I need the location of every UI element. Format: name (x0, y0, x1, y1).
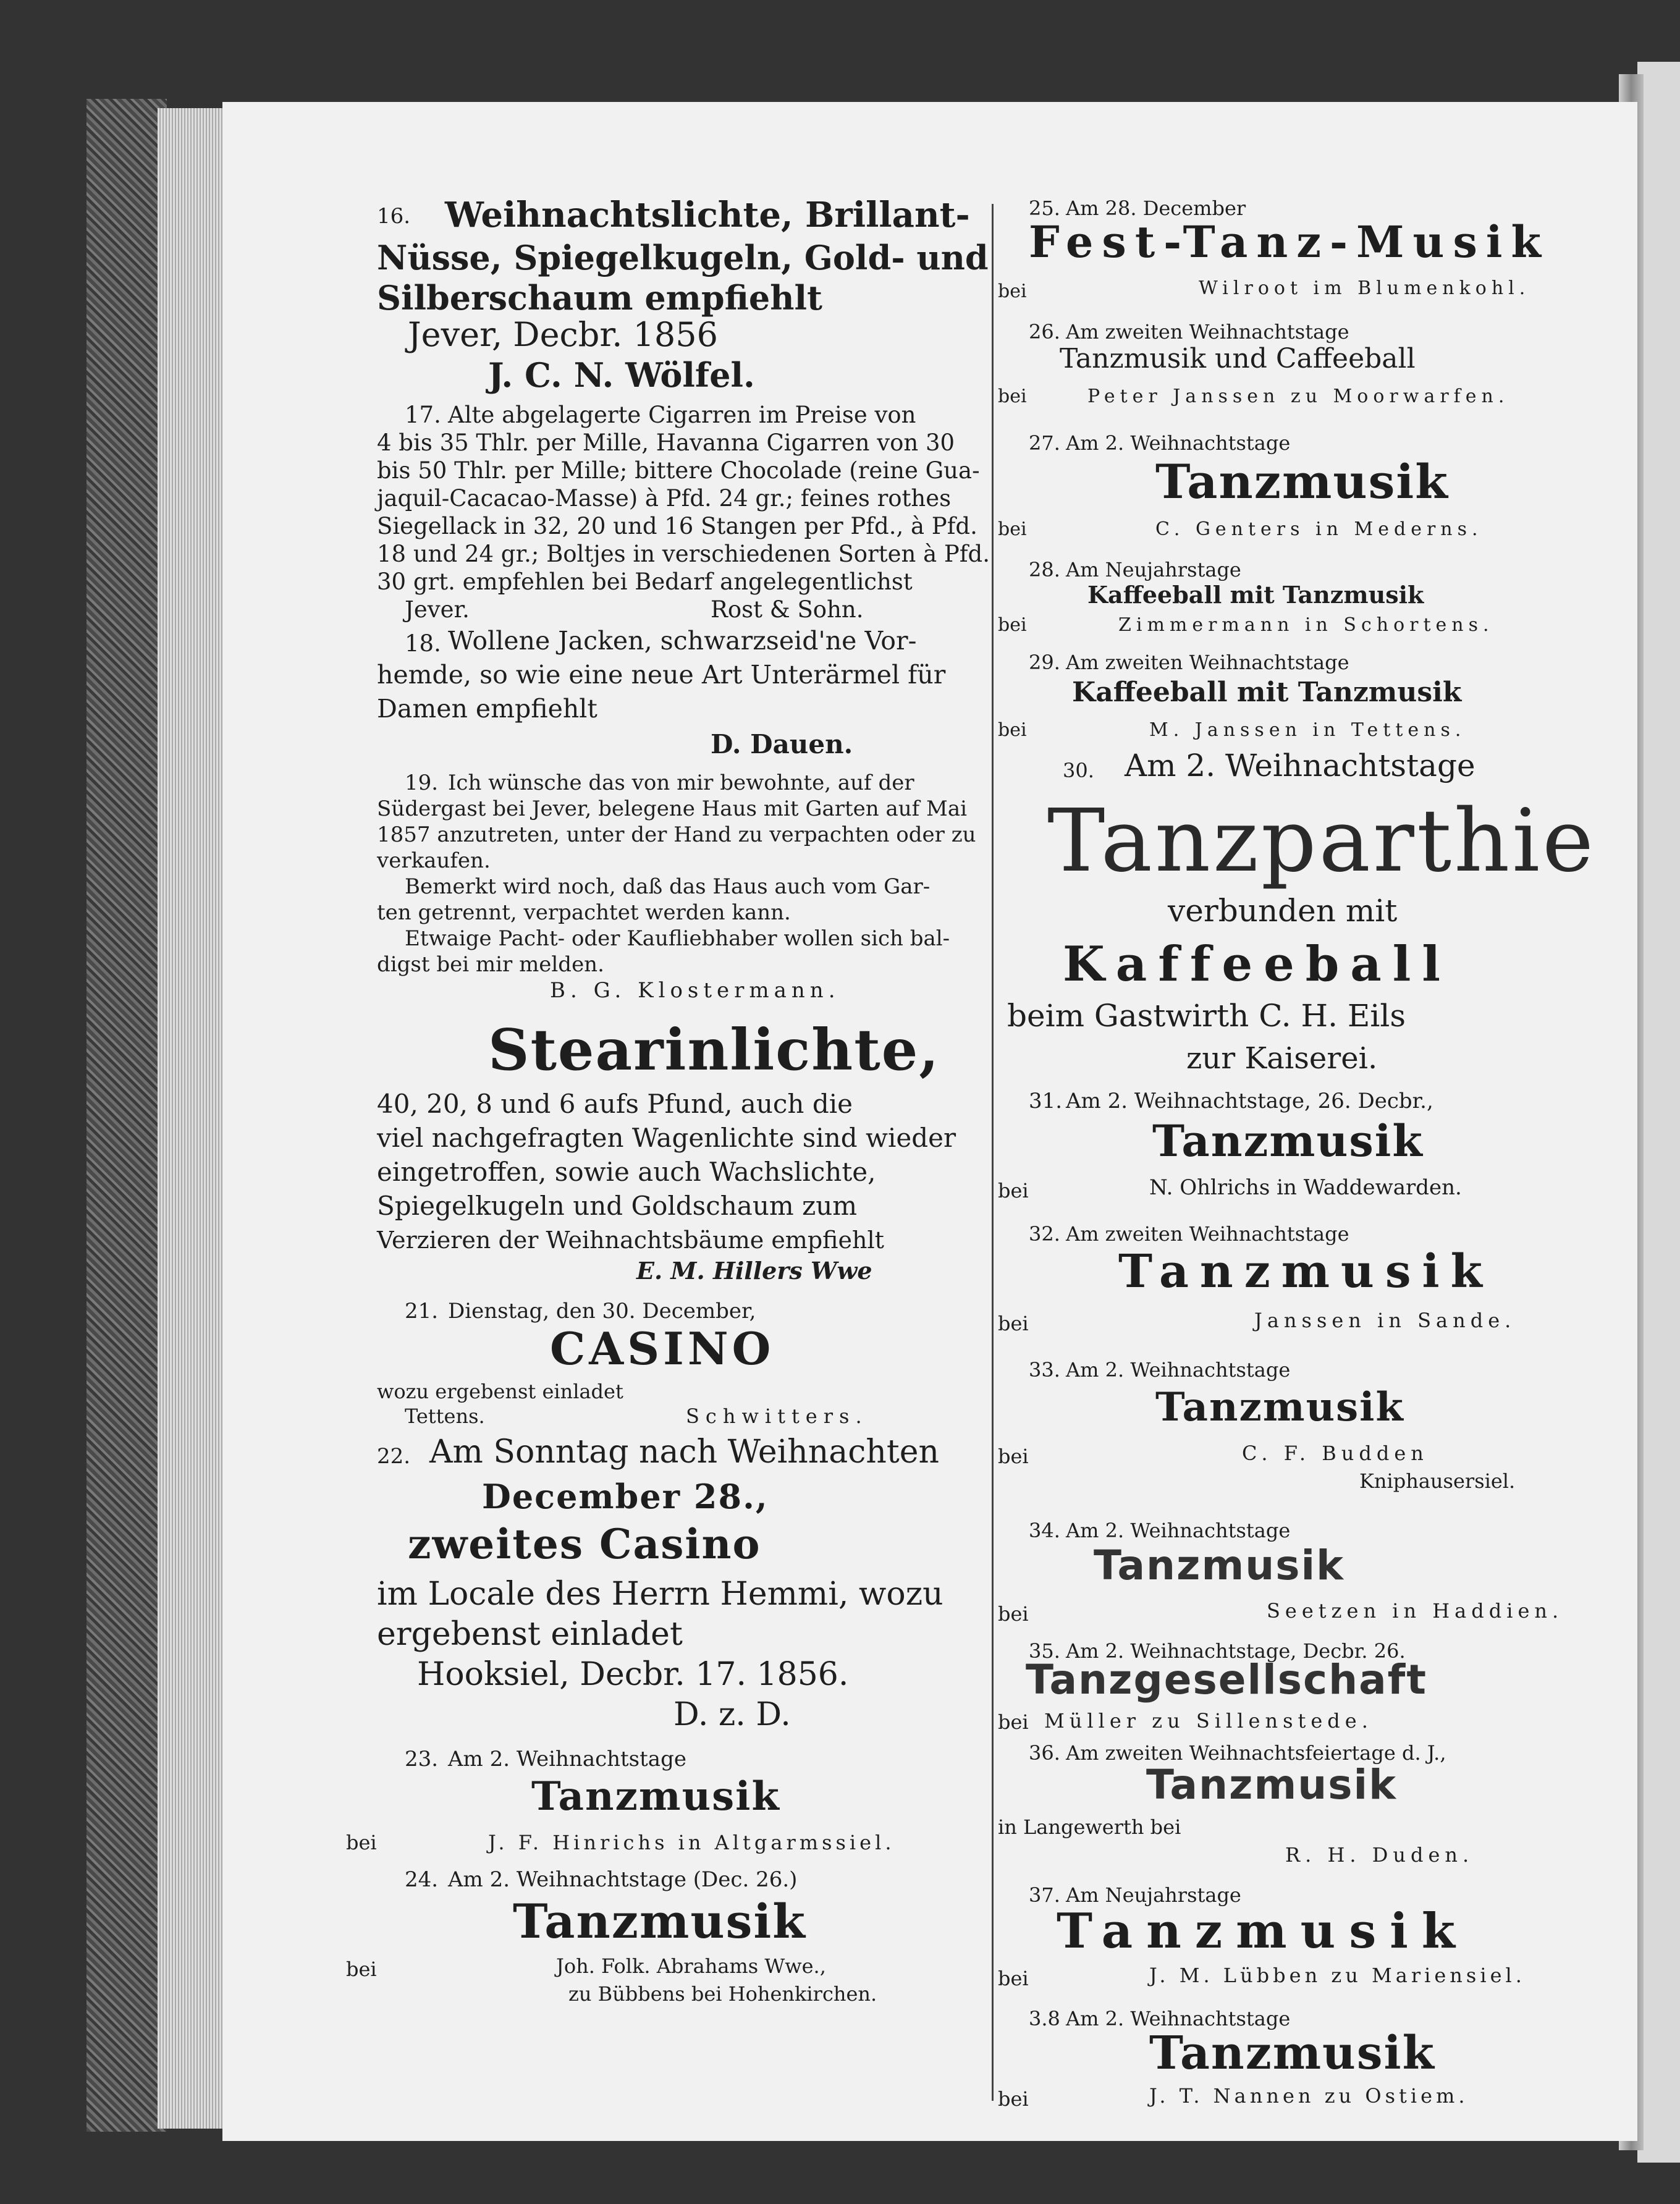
ad-line: 30 grt. empfehlen bei Bedarf angelegentlichst (377, 568, 913, 595)
ad-line: eingetroffen, sowie auch Wachslichte, (377, 1157, 876, 1187)
ad-line: zur Kaiserei. (1186, 1041, 1378, 1076)
ad-head: Am Neujahrstage (1066, 558, 1241, 581)
ad-head: Am 2. Weihnachtstage (1125, 748, 1475, 783)
ad-line: bis 50 Thlr. per Mille; bittere Chocolade (reine Gua- (377, 457, 980, 484)
ad-bei: bei (998, 1602, 1029, 1626)
ad-title: Tanzmusik und Caffeeball (1060, 343, 1416, 374)
ad-signature: J. T. Nannen zu Ostiem. (1149, 2084, 1469, 2108)
ad-bei: bei (998, 518, 1027, 540)
ad-signature: J. M. Lübben zu Mariensiel. (1149, 1964, 1526, 1987)
ad-line: Wollene Jacken, schwarzseid'ne Vor- (448, 626, 917, 656)
ad-number: 27. (1029, 431, 1060, 455)
ad-number: 18. (405, 630, 441, 657)
ad-number: 36. (1029, 1741, 1060, 1765)
ad-head: Dienstag, den 30. December, (448, 1299, 756, 1324)
ad-place: Jever. (405, 596, 470, 623)
ad-title: Tanzgesellschaft (1026, 1656, 1427, 1704)
ad-bei: bei (346, 1831, 377, 1854)
ad-line: Ich wünsche das von mir bewohnte, auf der (448, 771, 914, 795)
ad-line: 40, 20, 8 und 6 aufs Pfund, auch die (377, 1089, 853, 1119)
ad-signature: E. M. Hillers Wwe (636, 1257, 872, 1285)
ad-line: verkaufen. (377, 848, 491, 873)
ad-number: 28. (1029, 558, 1060, 581)
book-cover-edge (87, 99, 167, 2132)
ad-title: Tanzmusik (1057, 1903, 1469, 1959)
ad-signature: C. Genters in Mederns. (1155, 518, 1483, 540)
ad-line: 1857 anzutreten, unter der Hand zu verpachten oder zu (377, 822, 976, 847)
ad-line: ten getrennt, verpachtet werden kann. (377, 900, 791, 925)
ad-line: viel nachgefragten Wagenlichte sind wieder (377, 1123, 956, 1153)
ad-signature: J. C. N. Wölfel. (488, 355, 755, 395)
ad-signature: Seetzen in Haddien. (1267, 1599, 1564, 1623)
ad-title: Fest-Tanz-Musik (1029, 216, 1550, 268)
ad-signature: R. H. Duden. (1285, 1843, 1474, 1867)
ad-signature: Rost & Sohn. (711, 596, 864, 623)
ad-title: Tanzmusik (513, 1894, 806, 1949)
ad-bei: bei (998, 1710, 1029, 1734)
ad-line: Kaffeeball (1063, 936, 1452, 992)
ad-bei: bei (998, 1967, 1029, 1990)
ad-line: im Locale des Herrn Hemmi, wozu (377, 1576, 943, 1613)
ad-head: Am 2. Weihnachtstage (448, 1747, 686, 1771)
ad-number: 23. (405, 1747, 439, 1771)
ad-number: 21. (405, 1299, 439, 1324)
ad-title: Tanzmusik (1149, 2027, 1435, 2080)
ad-line: Jever, Decbr. 1856 (408, 315, 718, 354)
ad-title: Tanzparthie (1047, 791, 1596, 892)
ad-number: 29. (1029, 651, 1060, 674)
ad-bei: bei (998, 1179, 1029, 1202)
ad-bei: bei (998, 281, 1027, 302)
ad-number: 26. (1029, 320, 1060, 344)
ad-line: zweites Casino (408, 1520, 761, 1568)
ad-bei: bei (346, 1957, 377, 1981)
ad-number: 24. (405, 1867, 439, 1892)
ad-bei: bei (998, 1445, 1029, 1468)
ad-line: Spiegelkugeln und Goldschaum zum (377, 1191, 858, 1221)
ad-title: Kaffeeball mit Tanzmusik (1072, 677, 1462, 708)
ad-line: Siegellack in 32, 20 und 16 Stangen per Pfd., à Pfd. (377, 513, 977, 539)
ad-line: Verzieren der Weihnachtsbäume empfiehlt (377, 1227, 884, 1254)
ad-head: Am 2. Weihnachtstage (1066, 431, 1291, 455)
ad-head: Am Neujahrstage (1066, 1883, 1241, 1907)
ad-number: 22. (377, 1444, 411, 1469)
ad-line: verbunden mit (1168, 893, 1398, 929)
ad-signature: M. Janssen in Tettens. (1149, 719, 1466, 741)
ad-head: Am 2. Weihnachtstage (Dec. 26.) (448, 1867, 798, 1892)
ad-line: Südergast bei Jever, belegene Haus mit Garten auf Mai (377, 796, 968, 821)
ad-number: 30. (1063, 759, 1094, 782)
ad-line: Etwaige Pacht- oder Kaufliebhaber wollen sich bal- (405, 926, 950, 951)
ad-number: 17. (405, 402, 441, 428)
ad-number: 37. (1029, 1883, 1060, 1907)
ad-line: 18 und 24 gr.; Boltjes in verschiedenen Sorten à Pfd. (377, 541, 990, 567)
ad-number: 25. (1029, 196, 1060, 220)
ad-line: December 28., (482, 1477, 769, 1516)
ad-signature: Peter Janssen zu Moorwarfen. (1087, 386, 1509, 407)
ad-title: Tanzmusik (1155, 454, 1449, 509)
ad-line: wozu ergebenst einladet (377, 1380, 623, 1403)
ad-line: Hooksiel, Decbr. 17. 1856. (417, 1656, 849, 1693)
ad-signature: D. z. D. (673, 1696, 791, 1733)
ad-line: Weihnachtslichte, Brillant- (445, 195, 970, 235)
ad-signature: B. G. Klostermann. (550, 978, 840, 1003)
ad-signature: Janssen in Sande. (1254, 1309, 1516, 1332)
ad-bei: bei (998, 719, 1027, 741)
ad-number: 35. (1029, 1639, 1060, 1663)
ad-title: Tanzmusik (1118, 1245, 1493, 1298)
ad-title: Tanzmusik (1094, 1542, 1345, 1589)
ad-head: Am 2. Weihnachtstage (1066, 2007, 1291, 2030)
ad-head: Am Sonntag nach Weihnachten (429, 1433, 940, 1471)
ad-number: 34. (1029, 1519, 1060, 1542)
ad-head: Am zweiten Weihnachtstage (1066, 651, 1349, 674)
ad-bei: bei (998, 1312, 1029, 1335)
ad-signature: Joh. Folk. Abrahams Wwe., (556, 1954, 826, 1978)
ad-line: Bemerkt wird noch, daß das Haus auch vom Gar- (405, 874, 931, 899)
ad-line: Silberschaum empfiehlt (377, 278, 822, 318)
page-edges (158, 108, 226, 2129)
ad-title: Tanzmusik (1146, 1761, 1398, 1809)
ad-title: Stearinlichte, (488, 1016, 940, 1083)
ad-signature: J. F. Hinrichs in Altgarmssiel. (488, 1831, 895, 1854)
column-divider (992, 204, 994, 2101)
ad-line: 4 bis 35 Thlr. per Mille, Havanna Cigarren von 30 (377, 429, 955, 456)
ad-number: 32. (1029, 1222, 1060, 1246)
ad-signature: zu Bübbens bei Hohenkirchen. (568, 1982, 877, 2006)
ad-title: Tanzmusik (1155, 1384, 1404, 1430)
ad-head: Am 2. Weihnachtstage (1066, 1519, 1291, 1542)
ad-line: beim Gastwirth C. H. Eils (1007, 998, 1406, 1034)
ad-signature: D. Dauen. (711, 729, 853, 759)
ad-signature: Schwitters. (686, 1404, 868, 1428)
ad-head: Am zweiten Weihnachtsfeiertage d. J., (1066, 1741, 1446, 1765)
ad-line: ergebenst einladet (377, 1616, 683, 1653)
ad-signature: Müller zu Sillenstede. (1044, 1709, 1373, 1733)
ad-title: Kaffeeball mit Tanzmusik (1087, 581, 1424, 609)
ad-head: Am 28. December (1066, 196, 1246, 220)
ad-line: hemde, so wie eine neue Art Unterärmel für (377, 660, 946, 690)
ad-line: Alte abgelagerte Cigarren im Preise von (448, 402, 916, 428)
ad-number: 3.8 (1029, 2007, 1060, 2030)
ad-line: jaquil-Cacacao-Masse) à Pfd. 24 gr.; feines rothes (377, 485, 952, 512)
ad-signature: N. Ohlrichs in Waddewarden. (1149, 1175, 1462, 1200)
ad-head: Am 2. Weihnachtstage, 26. Decbr., (1066, 1089, 1433, 1113)
ad-signature: Wilroot im Blumenkohl. (1199, 277, 1530, 299)
ad-line: Damen empfiehlt (377, 694, 597, 724)
ad-title: Tanzmusik (1152, 1115, 1424, 1167)
ad-bei: bei (998, 386, 1027, 407)
ad-head: Am 2. Weihnachtstage, Decbr. 26. (1066, 1639, 1406, 1663)
ad-place: Tettens. (405, 1404, 485, 1428)
facing-page (1637, 62, 1680, 2163)
ad-number: 19. (405, 771, 439, 795)
ad-title: Tanzmusik (531, 1773, 780, 1820)
ad-bei: in Langewerth bei (998, 1815, 1181, 1839)
ad-number: 16. (377, 204, 411, 229)
ad-head: Am zweiten Weihnachtstage (1066, 1222, 1349, 1246)
ad-bei: bei (998, 2087, 1029, 2111)
ad-bei: bei (998, 614, 1027, 636)
ad-number: 33. (1029, 1358, 1060, 1382)
ad-signature: Zimmermann in Schortens. (1118, 614, 1494, 636)
ad-head: Am 2. Weihnachtstage (1066, 1358, 1291, 1382)
ad-title: CASINO (550, 1322, 775, 1375)
ad-line: Nüsse, Spiegelkugeln, Gold- und (377, 238, 989, 277)
ad-number: 31. (1029, 1089, 1063, 1113)
newspaper-page (222, 102, 1637, 2141)
ad-signature: Kniphausersiel. (1359, 1469, 1516, 1493)
ad-head: Am zweiten Weihnachtstage (1066, 320, 1349, 344)
ad-signature: C. F. Budden (1242, 1442, 1429, 1465)
ad-line: digst bei mir melden. (377, 952, 604, 977)
